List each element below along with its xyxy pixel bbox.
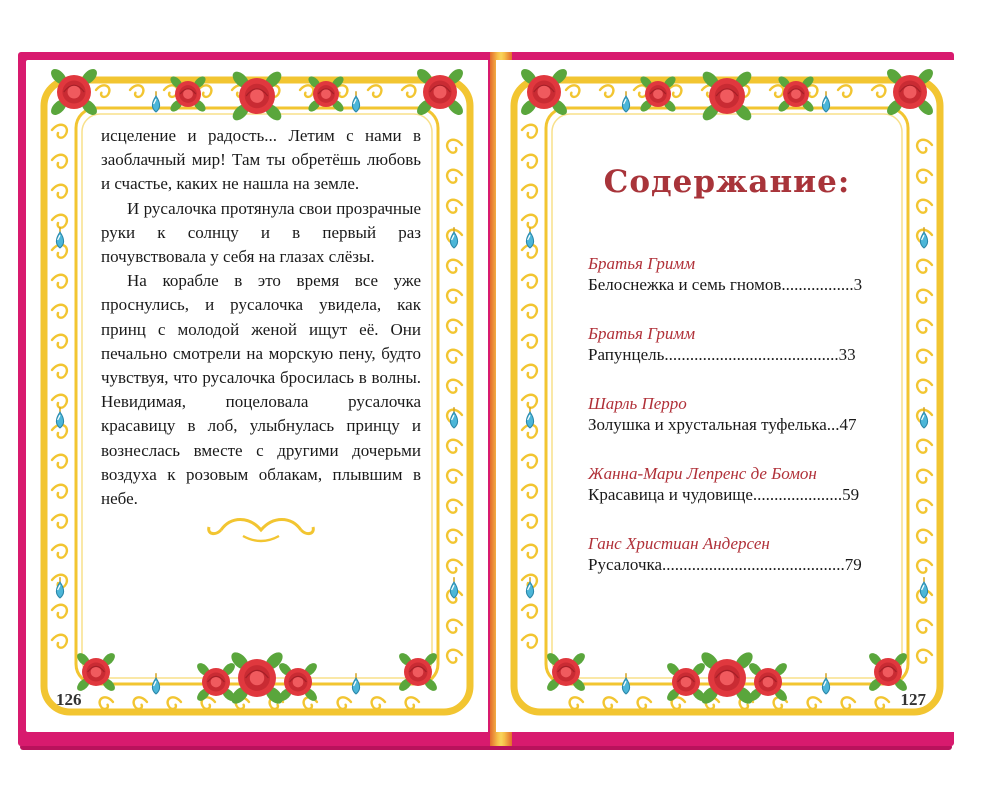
crystal-icon [920, 577, 927, 598]
toc-line: Русалочка...........................................79 [588, 555, 862, 574]
left-page [26, 60, 488, 732]
story-text [101, 124, 421, 511]
crystal-icon [622, 673, 629, 694]
toc-author: Братья Гримм [588, 324, 696, 343]
rose-icon [518, 66, 570, 118]
toc-line: Рапунцель.........................................33 [588, 345, 856, 364]
rose-icon [545, 651, 587, 693]
toc-entry[interactable] [588, 254, 890, 324]
rose-icon [48, 66, 100, 118]
crystal-icon [56, 407, 63, 428]
crystal-icon [152, 673, 159, 694]
rose-icon [414, 66, 466, 118]
crystal-icon [450, 577, 457, 598]
crystal-icon [56, 577, 63, 598]
rose-icon [867, 651, 909, 693]
paragraph: На корабле в это время все уже проснулись, и русалочка увидела, как принц с молодой женой ищут её. Они печально смотрели на морскую пену, будто чувствуя, что русалочка бросилась в волны. Невидимая, поцеловала русалочка красавицу в лоб, улыбнулась принцу и вознеслась вместе с другими дочерьми воздуха к розовым облакам, плывшим в небе. [101, 271, 421, 509]
rose-icon [665, 661, 707, 703]
crystal-icon [352, 673, 359, 694]
crystal-icon [526, 407, 533, 428]
paragraph: И русалочка протянула свои прозрачные руки к солнцу и в первый раз почувствовала у себя на глазах слёзы. [101, 198, 421, 267]
crystal-icon [526, 227, 533, 248]
paragraph: исцеление и радость... Летим с нами в заоблачный мир! Там ты обретёшь любовь и счастье, каких не нашла на земле. [101, 126, 421, 194]
toc-entry[interactable] [588, 464, 890, 534]
flourish-divider [209, 520, 314, 542]
crystal-icon [152, 91, 159, 112]
right-page [496, 60, 958, 732]
rose-icon [884, 66, 936, 118]
page-number: 126 [56, 690, 82, 709]
toc-line: Золушка и хрустальная туфелька...47 [588, 415, 857, 434]
rose-icon [277, 661, 319, 703]
toc-entry[interactable] [588, 534, 890, 604]
toc-author: Братья Гримм [588, 254, 696, 273]
toc-author: Шарль Перро [588, 394, 687, 413]
contents-title: Содержание: [603, 164, 851, 200]
toc-line: Белоснежка и семь гномов.................3 [588, 275, 863, 294]
toc-author: Жанна-Мари Лепренс де Бомон [588, 464, 817, 483]
open-book [18, 52, 954, 746]
rose-icon [75, 651, 117, 693]
page-number: 127 [900, 690, 926, 709]
crystal-icon [622, 91, 629, 112]
rose-icon [747, 661, 789, 703]
crystal-icon [822, 91, 829, 112]
toc-author: Ганс Христиан Андерсен [588, 534, 770, 553]
toc-entry[interactable] [588, 324, 890, 394]
crystal-icon [352, 91, 359, 112]
toc-line: Красавица и чудовище.....................59 [588, 485, 860, 504]
crystal-icon [56, 227, 63, 248]
crystal-icon [526, 577, 533, 598]
rose-icon [397, 651, 439, 693]
rose-icon [195, 661, 237, 703]
table-of-contents [588, 254, 890, 604]
crystal-icon [822, 673, 829, 694]
toc-entry[interactable] [588, 394, 890, 464]
